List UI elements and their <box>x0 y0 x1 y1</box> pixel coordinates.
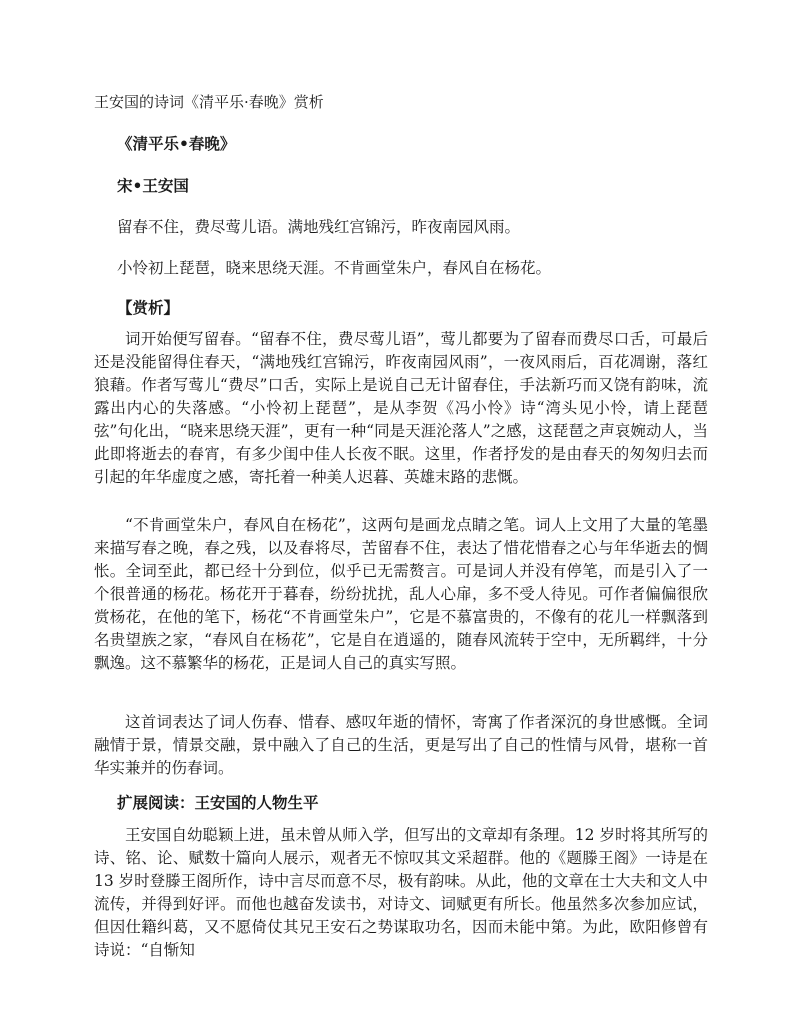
poem-author: 宋•王安国 <box>117 176 189 195</box>
appreciation-heading: 【赏析】 <box>117 298 180 317</box>
biography-paragraph: 王安国自幼聪颖上进，虽未曾从师入学，但写出的文章却有条理。12 岁时将其所写的诗、铭、论、赋数十篇向人展示，观者无不惊叹其文采超群。他的《题滕王阁》一诗是在 13 岁时登滕王阁所作，诗中言尽而意不尽，极有韵味。从此，他的文章在士大夫和文人中流传，并得到好评。而他也越奋发读书，对诗文、词赋更有所长。他虽然多次参加应试，但因仕籍纠葛，又不愿倚仗其兄王安石之势谋取功名，因而未能中第。为此，欧阳修曾有诗说：“自惭知 <box>94 826 708 959</box>
poem-line-1: 留春不住，费尽莺儿语。满地残红宫锦污，昨夜南园风雨。 <box>117 218 521 236</box>
poem-title: 《清平乐•春晚》 <box>117 134 236 153</box>
poem-line-2: 小怜初上琵琶，晓来思绕天涯。不肯画堂朱户，春风自在杨花。 <box>117 259 552 277</box>
document-title: 王安国的诗词《清平乐·春晚》赏析 <box>94 93 324 111</box>
appreciation-paragraph-1: 词开始便写留春。“留春不住，费尽莺儿语”，莺儿都要为了留春而费尽口舌，可最后还是没能留得住春天，“满地残红宫锦污，昨夜南园风雨”，一夜风雨后，百花凋谢，落红狼藉。作者写莺儿“费尽”口舌，实际上是说自己无计留春住，手法新巧而又饶有韵味，流露出内心的失落感。“小怜初上琵琶”，是从李贺《冯小怜》诗“湾头见小怜，请上琵琶弦”句化出，“晓来思绕天涯”，更有一种“同是天涯沦落人”之感，这琵琶之声哀婉动人，当此即将逝去的春宵，有多少闺中佳人长夜不眠。这里，作者抒发的是由春天的匆匆归去而引起的年华虚度之感，寄托着一种美人迟暮、英雄末路的悲慨。 <box>94 330 708 486</box>
appreciation-paragraph-2: “不肯画堂朱户，春风自在杨花”，这两句是画龙点睛之笔。词人上文用了大量的笔墨来描写春之晚，春之残，以及春将尽，苦留春不住，表达了惜花惜春之心与年华逝去的惆怅。全词至此，都已经十分到位，似乎已无需赘言。可是词人并没有停笔，而是引入了一个很普通的杨花。杨花开于暮春，纷纷扰扰，乱人心扉，多不受人待见。可作者偏偏很欣赏杨花，在他的笔下，杨花“不肯画堂朱户”，它是不慕富贵的，不像有的花儿一样飘落到名贵望族之家，“春风自在杨花”，它是自在逍遥的，随春风流转于空中，无所羁绊，十分飘逸。这不慕繁华的杨花，正是词人自己的真实写照。 <box>94 516 708 672</box>
extended-reading-heading: 扩展阅读：王安国的人物生平 <box>117 793 319 812</box>
appreciation-paragraph-3: 这首词表达了词人伤春、惜春、感叹年逝的情怀，寄寓了作者深沉的身世感慨。全词融情于景，情景交融，景中融入了自己的生活，更是写出了自己的性情与风骨，堪称一首华实兼并的伤春词。 <box>94 713 708 777</box>
